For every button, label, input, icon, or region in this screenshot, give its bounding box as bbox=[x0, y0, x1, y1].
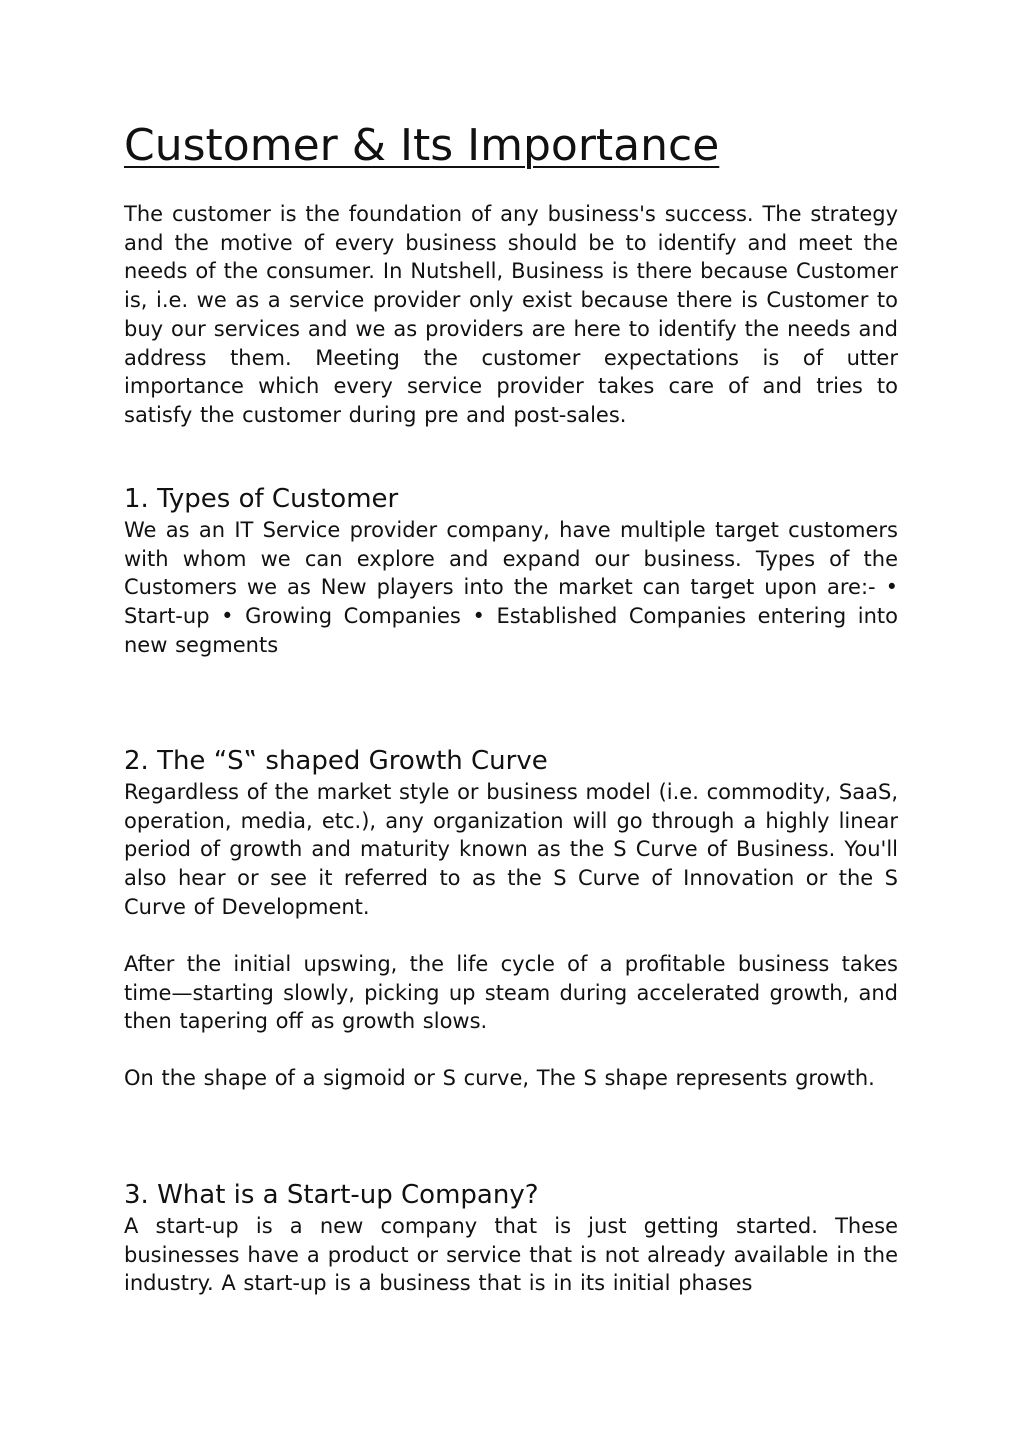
section-heading-types-of-customer: 1. Types of Customer bbox=[124, 484, 399, 514]
section-paragraph-s-curve-1: Regardless of the market style or business model (i.e. commodity, SaaS, operation, media, etc.), any organization will go through a highly linear period of growth and maturity known as the S Curve of Business. You'll also hear or see it referred to as the S Curve of Innovation or the S Curve of Development. bbox=[124, 780, 898, 919]
document-title: Customer & Its Importance bbox=[124, 120, 720, 171]
section-paragraph-types-of-customer: We as an IT Service provider company, have multiple target customers with whom we can explore and expand our business. Types of the Customers we as New players into the market can target upon are:- • Start-up • Growing Companies • Established Companies entering into new segments bbox=[124, 518, 898, 657]
section-heading-s-curve: 2. The “S‟ shaped Growth Curve bbox=[124, 746, 548, 776]
intro-paragraph: The customer is the foundation of any business's success. The strategy and the motive of every business should be to identify and meet the needs of the consumer. In Nutshell, Business is there because Customer is, i.e. we as a service provider only exist because there is Customer to buy our services and we as providers are here to identify the needs and address them. Meeting the customer expectations is of utter importance which every service provider takes care of and tries to satisfy the customer during pre and post-sales. bbox=[124, 202, 898, 427]
section-heading-start-up: 3. What is a Start-up Company? bbox=[124, 1180, 539, 1210]
section-paragraph-s-curve-2: After the initial upswing, the life cycle of a profitable business takes time—starting slowly, picking up steam during accelerated growth, and then tapering off as growth slows. bbox=[124, 952, 898, 1034]
section-paragraph-start-up: A start-up is a new company that is just getting started. These businesses have a product or service that is not already available in the industry. A start-up is a business that is in its initial phases bbox=[124, 1214, 898, 1296]
section-paragraph-s-curve-3: On the shape of a sigmoid or S curve, The S shape represents growth. bbox=[124, 1066, 875, 1090]
